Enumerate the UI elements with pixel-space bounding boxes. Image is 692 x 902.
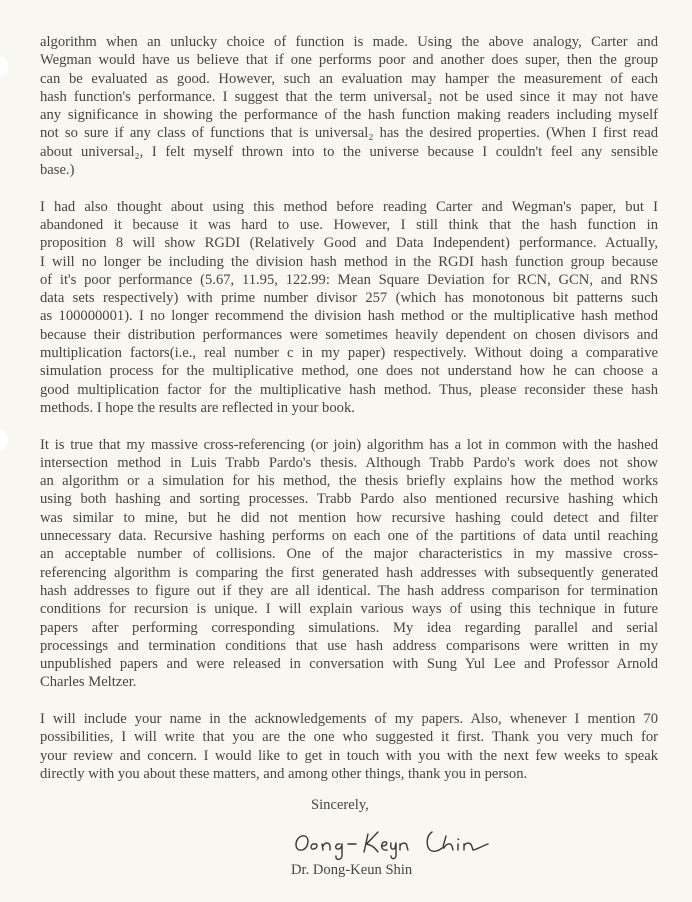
paragraph-rgdi (40, 198, 658, 418)
text-line: hash function's performance. I suggest that the term universal₂ not be used since it may not have (40, 88, 658, 105)
text-line: It is true that my massive cross-referencing (or join) algorithm has a lot in common with the hashed (40, 436, 658, 453)
text-line: was similar to mine, but he did not mention how recursive hashing could detect and filter (40, 509, 658, 526)
text-line: using both hashing and sorting processes. Trabb Pardo also mentioned recursive hashing which (40, 491, 658, 508)
text-line: base.) (40, 162, 75, 179)
text-line: your review and concern. I would like to get in touch with you with the next few weeks to speak (40, 747, 658, 764)
handwritten-signature (292, 826, 522, 862)
paragraph-cross-referencing (40, 436, 658, 692)
punch-hole (0, 430, 8, 450)
text-line: I will include your name in the acknowledgements of my papers. Also, whenever I mention 70 (40, 710, 658, 727)
closing: Sincerely, (311, 797, 369, 813)
text-line: intersection method in Luis Trabb Pardo's thesis. Although Trabb Pardo's work does not show (40, 454, 658, 471)
text-line: of it's poor performance (5.67, 11.95, 122.99: Mean Square Deviation for RCN, GCN, and RNS (40, 271, 658, 288)
text-line: methods. I hope the results are reflected in your book. (40, 399, 355, 416)
letter-body (40, 33, 658, 801)
text-line: as 100000001). I no longer recommend the division hash method or the multiplicative hash method (40, 308, 658, 325)
text-line: algorithm when an unlucky choice of function is made. Using the above analogy, Carter and (40, 34, 658, 50)
text-line: because their distribution performances were sometimes heavily dependent on chosen divisors and (40, 326, 658, 343)
paragraph-universal2 (40, 33, 658, 179)
text-line: referencing algorithm is comparing the first generated hash addresses with subsequently generated (40, 564, 658, 581)
text-line: possibilities, I will write that you are the one who suggested it first. Thank you very much for (40, 729, 658, 746)
text-line: I will no longer be including the division hash method in the RGDI hash function group because (40, 253, 658, 270)
punch-hole (0, 57, 8, 77)
text-line: simulation process for the multiplicative method, one does not understand how he can choose a (40, 363, 658, 380)
text-line: Charles Meltzer. (40, 674, 137, 691)
text-line: about universal₂, I felt myself thrown into to the universe because I couldn't feel any sensible (40, 143, 658, 160)
text-line: an acceptable number of collisions. One of the major characteristics in my massive cross- (40, 546, 658, 563)
text-line: unpublished papers and were released in conversation with Sung Yul Lee and Professor Arnold (40, 656, 658, 673)
text-line: multiplication factors(i.e., real number c in my paper) respectively. Without doing a comparative (40, 345, 658, 362)
text-line: I had also thought about using this method before reading Carter and Wegman's paper, but I (40, 198, 658, 215)
text-line: any significance in showing the performance of the hash function making readers including myself (40, 107, 658, 124)
text-line: proposition 8 will show RGDI (Relatively Good and Data Independent) performance. Actually, (40, 235, 658, 252)
paragraph-acknowledgements (40, 710, 658, 783)
text-line: can be evaluated as good. However, such an evaluation may hamper the measurement of each (40, 70, 658, 87)
text-line: processings and termination conditions that use hash address comparisons were written in my (40, 637, 658, 654)
text-line: not so sure if any class of functions that is universal₂ has the desired properties. (When I first read (40, 125, 658, 142)
text-line: an algorithm or a simulation for his method, the thesis briefly explains how the method works (40, 473, 658, 490)
text-line: abandoned it because it was hard to use. However, I still think that the hash function in (40, 216, 658, 233)
text-line: papers after performing corresponding simulations. My idea regarding parallel and serial (40, 619, 658, 636)
text-line: directly with you about these matters, and among other things, thank you in person. (40, 765, 528, 782)
text-line: conditions for recursion is unique. I will explain various ways of using this technique in future (40, 601, 658, 618)
text-line: hash addresses to figure out if they are all identical. The hash address comparison for termination (40, 582, 658, 599)
text-line: data sets respectively) with prime number divisor 257 (which has monotonous bit patterns such (40, 290, 658, 307)
signer-name: Dr. Dong-Keun Shin (291, 862, 413, 878)
text-line: good multiplication factor for the multiplicative hash method. Thus, please reconsider these hash (40, 381, 658, 398)
text-line: Wegman would have us believe that if one performs poor and another does super, then the group (40, 52, 658, 69)
text-line: unnecessary data. Recursive hashing performs on each one of the partitions of data until reaching (40, 528, 658, 545)
